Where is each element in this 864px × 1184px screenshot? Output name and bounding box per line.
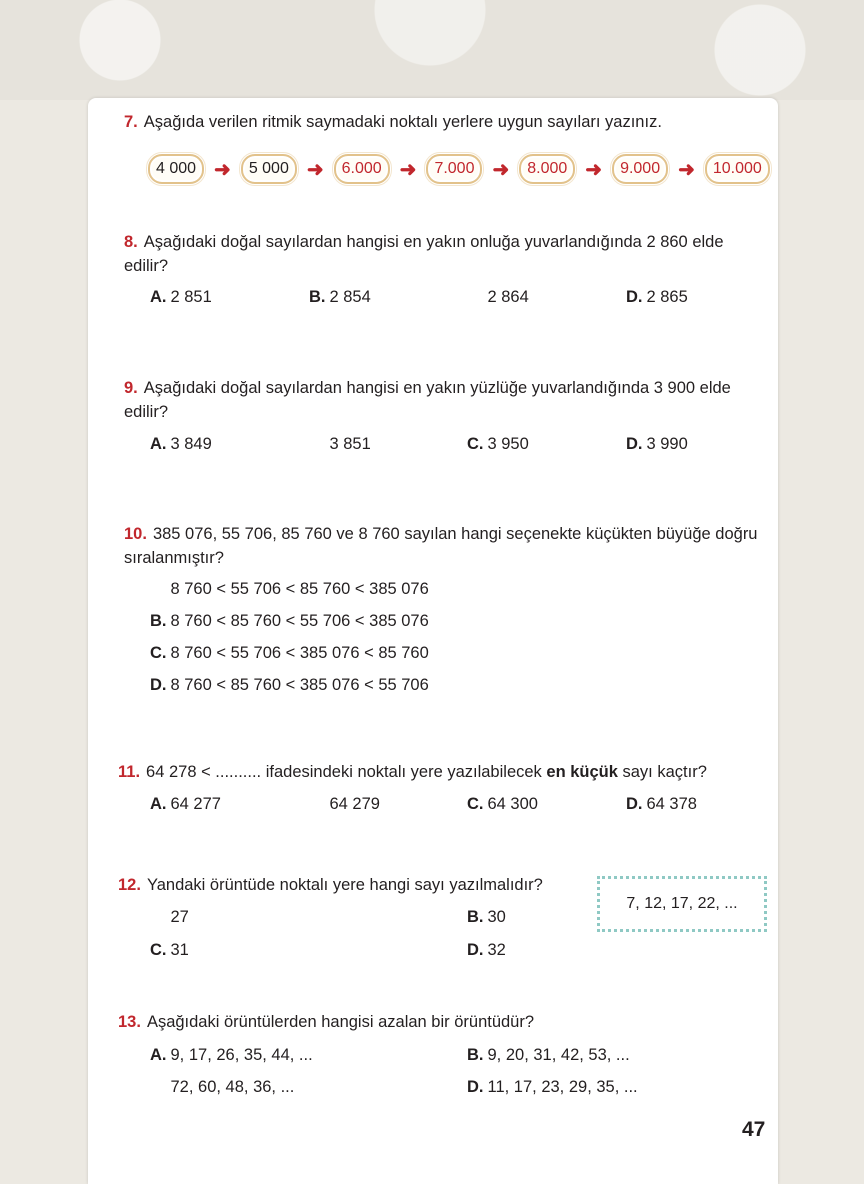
question-13 [118,1010,770,1034]
arrow-right-icon: ➜ [678,158,695,181]
option-a[interactable] [150,285,212,309]
answer-mark [150,1078,171,1096]
answer-mark [467,288,488,306]
arrow-right-icon: ➜ [214,158,231,181]
question-number: 13. [118,1013,141,1031]
option-letter: A. [150,435,167,453]
sequence-answer[interactable]: 7.000 [426,154,482,184]
emphasis-text: en küçük [546,763,618,781]
background-pattern [0,0,864,100]
option-letter: A. [150,795,167,813]
option-c[interactable] [467,792,538,816]
pattern-box [597,876,767,932]
option-d[interactable] [626,285,688,309]
option-value: 8 760 < 85 760 < 385 076 < 55 706 [170,676,429,694]
arrow-right-icon: ➜ [399,158,417,181]
option-letter: A. [150,908,167,926]
option-value: 32 [487,941,506,959]
option-letter: B. [150,612,167,630]
option-d[interactable] [150,673,429,697]
option-value: 8 760 < 55 706 < 85 760 < 385 076 [170,580,429,598]
question-text: 385 076, 55 706, 85 760 ve 8 760 sayılan hangi seçenekte küçükten büyüğe doğru sıralanmıştır? [124,525,758,567]
option-value: 31 [170,941,189,959]
question-10 [124,522,770,570]
option-letter: C. [150,941,167,959]
question-7 [124,110,774,134]
option-letter: D. [626,288,643,306]
option-d[interactable] [467,938,506,962]
sequence-item: 4 000 [148,154,204,184]
arrow-right-icon: ➜ [306,158,324,181]
rhythmic-count-sequence [148,152,770,186]
question-text-end: sayı kaçtır? [617,763,707,781]
option-value: 27 [170,908,189,926]
option-value: 64 300 [487,795,538,813]
option-letter: D. [467,1078,484,1096]
page-number: 47 [742,1118,766,1141]
option-letter: D. [626,795,643,813]
arrow-right-icon: ➜ [492,158,510,181]
option-value: 3 950 [487,435,529,453]
question-number: 12. [118,876,141,894]
option-b[interactable] [467,1043,630,1067]
option-b[interactable] [309,285,371,309]
option-letter: B. [309,795,326,813]
option-letter: D. [467,941,484,959]
option-b[interactable] [467,905,506,929]
option-value: 64 279 [329,795,380,813]
option-value: 72, 60, 48, 36, ... [170,1078,295,1096]
question-text: Aşağıdaki doğal sayılardan hangisi en yakın onluğa yuvarlandığında 2 860 elde edilir? [124,233,724,275]
option-letter: A. [150,580,167,598]
question-number: 9. [124,379,138,397]
option-letter: D. [150,676,167,694]
option-letter: B. [467,908,484,926]
option-letter: C. [467,795,484,813]
option-value: 9, 17, 26, 35, 44, ... [170,1046,313,1064]
option-c-selected[interactable] [467,285,529,309]
question-number: 8. [124,233,138,251]
option-value: 3 851 [329,435,371,453]
option-value: 2 865 [646,288,688,306]
option-d[interactable] [467,1075,638,1099]
sequence-answer[interactable]: 10.000 [705,154,770,184]
option-a[interactable] [150,792,221,816]
sequence-item: 5 000 [241,154,297,184]
option-letter: A. [150,1046,167,1064]
question-8 [124,230,770,278]
question-number: 11. [118,763,141,781]
option-value: 8 760 < 55 706 < 385 076 < 85 760 [170,644,429,662]
option-letter: D. [626,435,643,453]
option-d[interactable] [626,792,697,816]
question-9 [124,376,770,424]
option-value: 3 849 [170,435,212,453]
sequence-answer[interactable]: 9.000 [612,154,668,184]
question-text: Yandaki örüntüde noktalı yere hangi sayı yazılmalıdır? [146,876,543,894]
question-text: Aşağıda verilen ritmik saymadaki noktalı yerlere uygun sayıları yazınız. [143,113,662,131]
question-text: Aşağıdaki doğal sayılardan hangisi en yakın yüzlüğe yuvarlandığında 3 900 elde edilir? [124,379,731,421]
option-letter: B. [309,435,326,453]
pattern-text: 7, 12, 17, 22, ... [626,895,738,912]
answer-mark [150,908,171,926]
option-letter: C. [467,288,484,306]
arrow-right-icon: ➜ [585,158,603,181]
option-letter: B. [467,1046,484,1064]
question-text: 64 278 < .......... ifadesindeki noktalı yere yazılabilecek [146,763,547,781]
option-value: 2 864 [487,288,529,306]
option-letter: A. [150,288,167,306]
option-value: 9, 20, 31, 42, 53, ... [487,1046,630,1064]
option-value: 3 990 [646,435,688,453]
option-value: 11, 17, 23, 29, 35, ... [487,1078,638,1096]
option-a[interactable] [150,432,212,456]
option-value: 8 760 < 85 760 < 55 706 < 385 076 [170,612,429,630]
answer-mark [150,580,171,598]
option-d[interactable] [626,432,688,456]
answer-mark [309,435,330,453]
option-a-selected[interactable] [150,577,429,601]
option-value: 2 854 [329,288,371,306]
answer-mark [309,795,330,813]
option-letter: C. [150,1078,167,1096]
option-b-selected[interactable] [309,432,371,456]
option-value: 2 851 [170,288,212,306]
sequence-answer[interactable]: 8.000 [519,154,575,184]
option-letter: C. [150,644,167,662]
option-letter: C. [467,435,484,453]
option-value: 64 378 [646,795,697,813]
option-value: 30 [487,908,506,926]
question-12 [118,873,588,897]
question-number: 10. [124,525,147,543]
option-letter: B. [309,288,326,306]
sequence-answer[interactable]: 6.000 [334,154,390,184]
option-a[interactable] [150,1043,313,1067]
option-a-selected[interactable] [150,905,189,929]
option-c[interactable] [467,432,529,456]
option-c-selected[interactable] [150,1075,294,1099]
option-c[interactable] [150,938,189,962]
question-number: 7. [124,113,138,131]
question-11 [118,760,770,784]
question-text: Aşağıdaki örüntülerden hangisi azalan bir örüntüdür? [146,1013,535,1031]
option-b-selected[interactable] [309,792,380,816]
option-b[interactable] [150,609,429,633]
option-c[interactable] [150,641,429,665]
option-value: 64 277 [170,795,221,813]
